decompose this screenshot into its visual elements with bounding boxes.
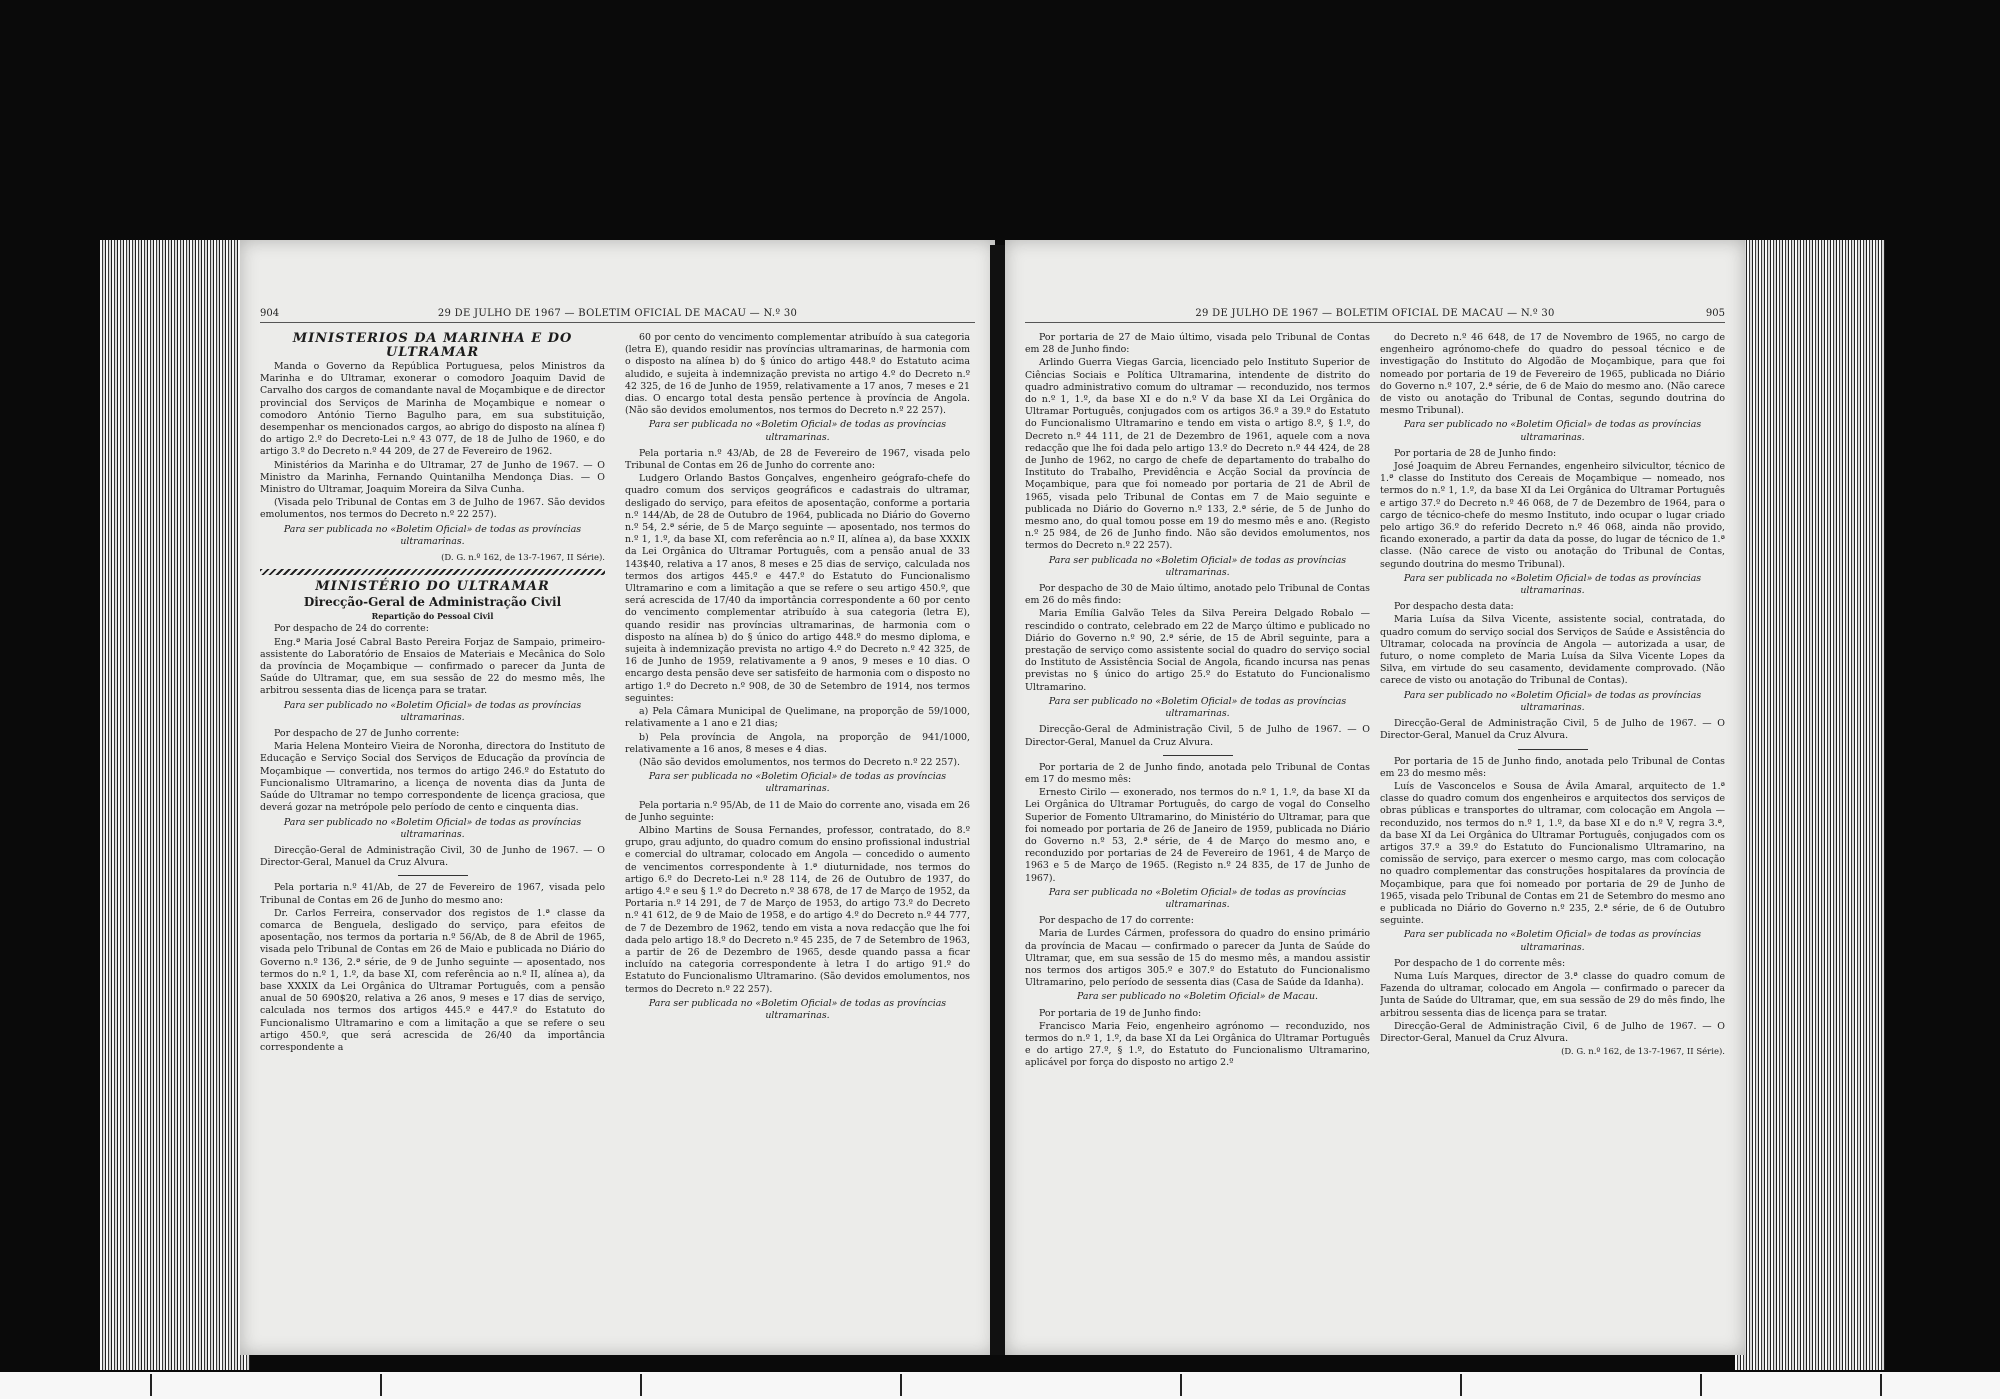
running-title: 29 DE JULHO DE 1967 — BOLETIM OFICIAL DE MACAU — N.º 30 [437, 308, 798, 319]
column [1380, 332, 1725, 1332]
publication-note: Para ser publicado no «Boletim Oficial» de todas as províncias ultramarinas. [283, 699, 582, 723]
right-page-header [1025, 308, 1725, 323]
right-page-edges [1735, 240, 1885, 1370]
paragraph: Ministérios da Marinha e do Ultramar, 27 de Junho de 1967. — O Ministro da Marinha, Fernando Quintanilha Mendonça Dias. — O Ministro do Ultramar, Joaquim Moreira da Silva Cunha. [260, 459, 605, 496]
paragraph: Dr. Carlos Ferreira, conservador dos registos de 1.ª classe da comarca de Benguela, desligado do serviço, para efeitos de aposentação, nos termos da portaria n.º 56/Ab, de 8 de Abril de 1965, visada pelo Tribunal de Contas em 26 de Maio e publicada no Diário do Governo n.º 136, 2.ª série, de 9 de Junho seguinte — aposentado, nos termos do n.º 1, 1.º, da base XI, com referência ao n.º II, alínea a), da base XXXIX da Lei Orgânica do Ultramar Português, com a pensão anual de 50 690$20, relativa a 26 anos, 9 meses e 17 dias de serviço, calculada nos termos dos artigos 445.º e 447.º do Estatuto do Funcionalismo Ultramarino e com a limitação a que se refere o seu artigo 450.º, que será acrescida de 26/40 da importância correspondente a [260, 907, 605, 1053]
paragraph: Direcção-Geral de Administração Civil, 5 de Julho de 1967. — O Director-Geral, Manuel da Cruz Alvura. [1025, 724, 1370, 748]
publication-note: Para ser publicado no «Boletim Oficial» de todas as províncias ultramarinas. [1403, 419, 1702, 443]
paragraph: Por despacho desta data: [1394, 601, 1514, 613]
paragraph: Pela portaria n.º 43/Ab, de 28 de Fevereiro de 1967, visada pelo Tribunal de Contas em 26 de Junho do corrente ano: [625, 447, 970, 472]
section-heading: MINISTÉRIOS DA MARINHA E DO ULTRAMAR [292, 332, 573, 360]
paragraph: Por portaria de 27 de Maio último, visada pelo Tribunal de Contas em 28 de Junho findo: [1025, 332, 1370, 356]
paragraph: Ludgero Orlando Bastos Gonçalves, engenheiro geógrafo-chefe do quadro comum dos serviços geográficos e cadastrais do ultramar, desligado do serviço, para efeitos de aposentação, conforme a portaria n.º 144/Ab, de 28 de Outubro de 1964, publicada no Diário do Governo n.º 54, 2.ª série, de 5 de Março seguinte — aposentado, nos termos do n.º 1, 1.º, da base XI, com referência ao n.º II, alínea a), da base XXXIX da Lei Orgânica do Ultramar Português, com a pensão anual de 33 143$40, relativa a 17 anos, 8 meses e 25 dias de serviço, calculada nos termos dos artigos 445.º e 447.º do Estatuto do Funcionalismo Ultramarino e com a limitação a que se refere o seu artigo 450.º, que será acrescida de 17/40 da importância correspondente a 60 por cento do vencimento complementar atribuído à sua categoria (letra E), quando residir nas províncias ultramarinas, de harmonia com o disposto na alínea b) do § único do artigo 448.º do mesmo diploma, e sujeita à indemnização prevista no artigo 4.º do Decreto n.º 42 325, de 16 de Junho de 1959, relativamente a 9 anos, 9 meses e 10 dias. O encargo desta pensão deve ser satisfeito de harmonia com o disposto no artigo 1.º do Decreto n.º 908, de 30 de Setembro de 1914, nos termos seguintes: [625, 473, 970, 704]
separator-rule [1518, 749, 1588, 750]
column [625, 332, 970, 1332]
source-reference: (D. G. n.º 162, de 13-7-1967, II Série). [1561, 1047, 1725, 1058]
separator-rule [398, 875, 468, 876]
publication-note: Para ser publicado no «Boletim Oficial» de todas as províncias ultramarinas. [1048, 695, 1347, 720]
paragraph: Direcção-Geral de Administração Civil, 30 de Junho de 1967. — O Director-Geral, Manuel da Cruz Alvura. [260, 844, 605, 869]
paragraph: (Não são devidos emolumentos, nos termos do Decreto n.º 22 257). [639, 756, 960, 768]
left-page [240, 240, 995, 1355]
running-title: 29 DE JULHO DE 1967 — BOLETIM OFICIAL DE MACAU — N.º 30 [1195, 308, 1555, 319]
paragraph: Francisco Maria Feio, engenheiro agrónomo — reconduzido, nos termos do n.º 1, 1.º, da base XI da Lei Orgânica do Ultramar Português e do artigo 27.º, § 1.º, do Estatuto do Funcionalismo Ultramarino, aplicável por força do disposto no artigo 2.º [1025, 1020, 1370, 1069]
page-number: 905 [1705, 308, 1725, 319]
paragraph: Por despacho de 30 de Maio último, anotado pelo Tribunal de Contas em 26 do mês findo: [1025, 583, 1370, 607]
publication-note: Para ser publicada no «Boletim Oficial» de todas as províncias ultramarinas. [648, 997, 947, 1021]
paragraph: 60 por cento do vencimento complementar atribuído à sua categoria (letra E), quando residir nas províncias ultramarinas, de harmonia com o disposto na alínea b) do § único do artigo 448.º do Estatuto acima aludido, e sujeita à indemnização prevista no artigo 4.º do Decreto n.º 42 325, de 16 de Junho de 1959, relativamente a 17 anos, 7 meses e 21 dias. O encargo total desta pensão pertence à província de Angola. (Não são devidos emolumentos, nos termos do Decreto n.º 22 257). [625, 332, 970, 417]
paragraph: Albino Martins de Sousa Fernandes, professor, contratado, do 8.º grupo, grau adjunto, do quadro comum do ensino profissional industrial e comercial do ultramar, colocado em Angola — concedido o aumento de vencimentos correspondente à 1.ª diuturnidade, nos termos do artigo 6.º do Decreto-Lei n.º 28 114, de 26 de Outubro de 1937, do artigo 4.º e seu § 1.º do Decreto n.º 38 678, de 17 de Março de 1952, da Portaria n.º 14 291, de 7 de Março de 1953, do artigo 73.º do Decreto n.º 41 612, de 9 de Maio de 1958, e do artigo 4.º do Decreto n.º 44 777, de 7 de Dezembro de 1962, tendo em vista a nova redacção que lhe foi dada pelo artigo 18.º do Decreto n.º 45 235, de 7 de Setembro de 1963, a partir de 26 de Dezembro de 1965, desde quando passa a ficar incluído na categoria correspondente à letra I do artigo 91.º do Estatuto do Funcionalismo Ultramarino. (São devidos emolumentos, nos termos do Decreto n.º 22 257). [625, 824, 970, 995]
paragraph: José Joaquim de Abreu Fernandes, engenheiro silvicultor, técnico de 1.ª classe do Instituto dos Cereais de Moçambique — nomeado, nos termos do n.º 1, 1.º, da base XI da Lei Orgânica do Ultramar Português e artigo 37.º do Decreto n.º 46 068, de 7 de Dezembro de 1964, para o cargo de técnico-chefe do mesmo Instituto, indo ocupar o lugar criado pelo artigo 36.º do referido Decreto n.º 46 068, ainda não provido, ficando exonerado, a partir da data da posse, do lugar de técnico de 1.ª classe. (Não carece de visto ou anotação do Tribunal de Contas, segundo doutrina do mesmo Tribunal). [1380, 461, 1725, 570]
paragraph: Por portaria de 2 de Junho findo, anotada pelo Tribunal de Contas em 17 do mesmo mês: [1025, 761, 1370, 785]
page-number: 904 [260, 308, 280, 319]
paragraph: (Visada pelo Tribunal de Contas em 3 de Julho de 1967. São devidos emolumentos, nos termos do Decreto n.º 22 257). [260, 497, 605, 521]
scanner-strip [0, 1372, 2000, 1399]
decorative-divider [260, 569, 605, 575]
paragraph: do Decreto n.º 46 648, de 17 de Novembro de 1965, no cargo de engenheiro agrónomo-chefe do quadro do pessoal técnico e de investigação do Instituto do Algodão de Moçambique, para que foi nomeado por portaria de 19 de Fevereiro de 1965, publicada no Diário do Governo n.º 107, 2.ª série, de 6 de Maio do mesmo ano. (Não carece de visto ou anotação do Tribunal de Contas, segundo doutrina do mesmo Tribunal). [1380, 332, 1725, 417]
paragraph: Por despacho de 27 de Junho corrente: [274, 728, 460, 740]
paragraph: Maria Emília Galvão Teles da Silva Pereira Delgado Robalo — rescindido o contrato, celebrado em 22 de Março último e publicado no Diário do Governo n.º 90, 2.ª série, de 15 de Abril seguinte, para a prestação de serviço como assistente social do quadro do serviço social do Instituto de Assistência Social de Angola, ficando incursa nas penas previstas no § único do artigo 25.º do Estatuto do Funcionalismo Ultramarino. [1025, 608, 1370, 693]
paragraph: Luís de Vasconcelos e Sousa de Ávila Amaral, arquitecto de 1.ª classe do quadro comum dos engenheiros e arquitectos dos serviços de obras públicas e transportes do ultramar, com colocação em Angola — reconduzido, nos termos do n.º 1, 1.º, da base XI e do n.º V, regra 3.ª, da base XI da Lei Orgânica do Ultramar Português, conjugados com os artigos 37.º a 39.º do Estatuto do Funcionalismo Ultramarino, na comissão de serviço, para exercer o mesmo cargo, mas com colocação no quadro complementar das construções hospitalares da província de Moçambique, para que foi nomeado por portaria de 29 de Junho de 1965, visada pelo Tribunal de Contas em 21 de Setembro do mesmo ano e publicada no Diário do Governo n.º 235, 2.ª série, de 6 de Outubro seguinte. [1380, 780, 1725, 927]
paragraph: Por portaria de 19 de Junho findo: [1039, 1007, 1202, 1019]
paragraph: Direcção-Geral de Administração Civil, 5 de Julho de 1967. — O Director-Geral, Manuel da Cruz Alvura. [1380, 718, 1725, 742]
publication-note: Para ser publicada no «Boletim Oficial» de todas as províncias ultramarinas. [648, 771, 947, 795]
publication-note: Para ser publicado no «Boletim Oficial» de Macau. [1076, 991, 1319, 1003]
paragraph: Por portaria de 15 de Junho findo, anotada pelo Tribunal de Contas em 23 do mesmo mês: [1380, 755, 1725, 779]
source-reference: (D. G. n.º 162, de 13-7-1967, II Série). [441, 553, 605, 564]
paragraph: Manda o Governo da República Portuguesa, pelos Ministros da Marinha e do Ultramar, exonerar o comodoro Joaquim David de Carvalho dos cargos de comandante naval de Moçambique e de director provincial dos Serviços de Marinha de Moçambique e nomear o comodoro António Tierno Bagulho para, em sua substituição, desempenhar os mencionados cargos, ao abrigo do disposto na alínea f) do artigo 2.º do Decreto-Lei n.º 43 077, de 18 de Julho de 1960, e do artigo 3.º do Decreto n.º 44 209, de 27 de Fevereiro de 1962. [260, 361, 605, 458]
paragraph: Maria de Lurdes Cármen, professora do quadro do ensino primário da província de Macau — confirmado o parecer da Junta de Saúde do Ultramar, que, em sua sessão de 15 do mesmo mês, a mandou assistir nos termos dos artigos 305.º e 307.º do Estatuto do Funcionalismo Ultramarino, pelo período de sessenta dias (Casa de Saúde da Idanha). [1025, 928, 1370, 989]
publication-note: Para ser publicada no «Boletim Oficial» de todas as províncias ultramarinas. [1048, 886, 1347, 910]
paragraph: a) Pela Câmara Municipal de Quelimane, na proporção de 59/1000, relativamente a 1 ano e 21 dias; [625, 706, 970, 730]
paragraph: Por despacho de 1 do corrente mês: [1394, 957, 1566, 969]
paragraph: Por portaria de 28 de Junho findo: [1394, 447, 1557, 459]
paragraph: Maria Luísa da Silva Vicente, assistente social, contratada, do quadro comum do serviço social dos Serviços de Saúde e Assistência do Ultramar, colocada na província de Angola — autorizada a usar, de futuro, o nome completo de Maria Luísa da Silva Vicente Lopes da Silva, em virtude do seu casamento, devidamente comprovado. (Não carece de visto ou anotação do Tribunal de Contas). [1380, 614, 1725, 687]
paragraph: Pela portaria n.º 95/Ab, de 11 de Maio do corrente ano, visada em 26 de Junho seguinte: [625, 799, 970, 823]
paragraph: Ernesto Cirilo — exonerado, nos termos do n.º 1, 1.º, da base XI da Lei Orgânica do Ultramar Português, do cargo de vogal do Conselho Superior de Fomento Ultramarino, do Ministério do Ultramar, para que foi nomeado por portaria de 26 de Janeiro de 1959, publicada no Diário do Governo n.º 53, 2.ª série, de 4 de Março do mesmo ano, e reconduzido por portarias de 24 de Fevereiro de 1961, 4 de Março de 1963 e 5 de Março de 1965. (Registo n.º 24 835, de 17 de Junho de 1967). [1025, 787, 1370, 884]
paragraph: Direcção-Geral de Administração Civil, 6 de Julho de 1967. — O Director-Geral, Manuel da Cruz Alvura. [1380, 1020, 1725, 1044]
publication-note: Para ser publicada no «Boletim Oficial» de todas as províncias ultramarinas. [648, 419, 947, 443]
paragraph: Maria Helena Monteiro Vieira de Noronha, directora do Instituto de Educação e Serviço Social dos Serviços de Educação da província de Moçambique — convertida, nos termos do artigo 246.º do Estatuto do Funcionalismo Ultramarino, a licença de noventa dias da Junta de Saúde do Ultramar no tempo correspondente de licença graciosa, que deverá gozar na metrópole pelo período de cento e cinquenta dias. [260, 741, 605, 814]
publication-note: Para ser publicado no «Boletim Oficial» de todas as províncias ultramarinas. [283, 816, 582, 840]
left-page-edges [100, 240, 250, 1370]
publication-note: Para ser publicada no «Boletim Oficial» de todas as províncias ultramarinas. [283, 523, 582, 547]
publication-note: Para ser publicado no «Boletim Oficial» de todas as províncias ultramarinas. [1403, 689, 1702, 713]
separator-rule [1163, 755, 1233, 756]
publication-note: Para ser publicada no «Boletim Oficial» de todas as províncias ultramarinas. [1403, 572, 1702, 597]
paragraph: Arlindo Guerra Viegas Garcia, licenciado pelo Instituto Superior de Ciências Sociais e Política Ultramarina, intendente de distrito do quadro administrativo comum do ultramar — reconduzido, nos termos do n.º 1, 1.º, da base XI e do n.º V da base XI da Lei Orgânica do Ultramar Português, conjugados com os artigos 36.º a 39.º do Estatuto do Funcionalismo Ultramarino e tendo em vista o artigo 8.º, § 1.º, do Decreto n.º 44 111, de 21 de Dezembro de 1961, aquele com a nova redacção que lhe foi dada pelo artigo 13.º do Decreto n.º 44 424, de 28 de Junho de 1962, no cargo de chefe de departamento do trabalho do Instituto do Trabalho, Previdência e Acção Social da província de Moçambique, para que foi nomeado por portaria de 21 de Abril de 1965, visada pelo Tribunal de Contas em 7 de Maio seguinte e publicada no Diário do Governo n.º 133, 2.ª série, de 5 de Junho do mesmo ano, do qual tomou posse em 19 do mesmo mês e ano. (Registo n.º 25 984, de 26 de Junho findo. Não são devidos emolumentos, nos termos do Decreto n.º 22 257). [1025, 357, 1370, 552]
publication-note: Para ser publicada no «Boletim Oficial» de todas as províncias ultramarinas. [1048, 554, 1347, 578]
paragraph: Numa Luís Marques, director de 3.ª classe do quadro comum de Fazenda do ultramar, colocado em Angola — confirmado o parecer da Junta de Saúde do Ultramar, que, em sua sessão de 29 do mês findo, lhe arbitrou sessenta dias de licença para se tratar. [1380, 970, 1725, 1019]
paragraph: Por despacho de 24 do corrente: [274, 623, 429, 635]
left-page-header [260, 308, 975, 323]
paragraph: b) Pela província de Angola, na proporção de 941/1000, relativamente a 16 anos, 8 meses e 4 dias. [625, 731, 970, 755]
publication-note: Para ser publicada no «Boletim Oficial» de todas as províncias ultramarinas. [1403, 929, 1702, 953]
paragraph: Por despacho de 17 do corrente: [1039, 915, 1194, 927]
column [260, 332, 605, 1332]
paragraph: Pela portaria n.º 41/Ab, de 27 de Fevereiro de 1967, visada pelo Tribunal de Contas em 26 de Junho do mesmo ano: [260, 882, 605, 906]
section-heading: MINISTÉRIO DO ULTRAMAR [315, 579, 550, 595]
right-page [1005, 240, 1745, 1355]
column [1025, 332, 1370, 1332]
department-heading: Repartição do Pessoal Civil [371, 611, 494, 622]
paragraph: Eng.ª Maria José Cabral Basto Pereira Forjaz de Sampaio, primeiro-assistente do Laboratório de Ensaios de Materiais e Mecânica do Solo da província de Moçambique — confirmado o parecer da Junta de Saúde do Ultramar, que, em sua sessão de 22 do mesmo mês, lhe arbitrou sessenta dias de licença para se tratar. [260, 636, 605, 697]
subsection-heading: Direcção-Geral de Administração Civil [303, 595, 562, 610]
